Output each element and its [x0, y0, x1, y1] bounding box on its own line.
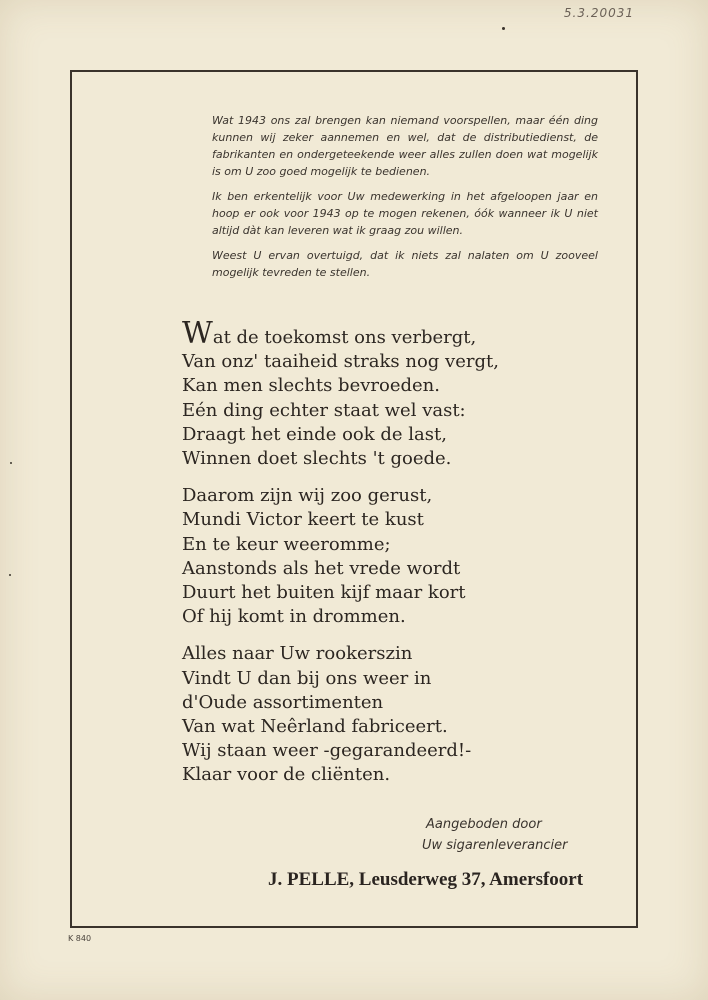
poem-line: Mundi Victor keert te kust	[182, 509, 424, 531]
poem-line: Eén ding echter staat wel vast:	[182, 399, 466, 421]
merchant-signature: J. PELLE, Leusderweg 37, Amersfoort	[268, 869, 584, 890]
poem-line: d'Oude assortimenten	[182, 691, 384, 713]
poem	[182, 316, 562, 801]
intro-paragraph: Weest U ervan overtuigd, dat ik niets zal nalaten om U zooveel mogelijk tevreden te stellen.	[212, 249, 598, 279]
ink-speck	[9, 574, 11, 576]
offer-line: Aangeboden door	[426, 817, 542, 832]
offer-note	[422, 814, 622, 856]
poem-line: Draagt het einde ook de last,	[182, 423, 447, 445]
poem-line: Wij staan weer -gegarandeerd!-	[182, 740, 472, 762]
document-border	[70, 70, 638, 928]
ink-speck	[502, 27, 505, 30]
poem-stanza	[182, 316, 562, 471]
poem-line: Of hij komt in drommen.	[182, 606, 406, 628]
print-code: K 840	[68, 934, 92, 943]
poem-stanza	[182, 642, 562, 787]
poem-line: Vindt U dan bij ons weer in	[182, 667, 432, 689]
intro-paragraph: Wat 1943 ons zal brengen kan niemand voorspellen, maar één ding kunnen wij zeker aannemen en wel, dat de distributiedienst, de fabrikanten en ondergeteekende weer alles zullen doen wat mogelijk is om U zoo goed mogelijk te bedienen.	[212, 114, 598, 178]
ink-speck	[10, 462, 12, 464]
poem-line: Wat de toekomst ons verbergt,	[182, 316, 477, 351]
poem-line: Van wat Neêrland fabriceert.	[182, 716, 448, 738]
intro-text	[212, 112, 598, 289]
intro-paragraph: Ik ben erkentelijk voor Uw medewerking in het afgeloopen jaar en hoop er ook voor 1943 op te mogen rekenen, óók wanneer ik U niet altijd dàt kan leveren wat ik graag zou willen.	[212, 190, 598, 237]
poem-line: Alles naar Uw rookerszin	[182, 643, 413, 665]
poem-line: Duurt het buiten kijf maar kort	[182, 582, 466, 604]
drop-cap: W	[182, 316, 213, 351]
poem-line: Van onz' taaiheid straks nog vergt,	[182, 351, 499, 373]
poem-line: Klaar voor de cliënten.	[182, 764, 391, 786]
poem-line: Winnen doet slechts 't goede.	[182, 448, 452, 470]
poem-stanza	[182, 484, 562, 629]
offer-line: Uw sigarenleverancier	[422, 838, 568, 853]
poem-line: Aanstonds als het vrede wordt	[182, 557, 461, 579]
poem-line: En te keur weeromme;	[182, 533, 391, 555]
poem-line: Daarom zijn wij zoo gerust,	[182, 485, 433, 507]
archive-number: 5.3.20031	[563, 6, 634, 20]
poem-line: Kan men slechts bevroeden.	[182, 375, 440, 397]
